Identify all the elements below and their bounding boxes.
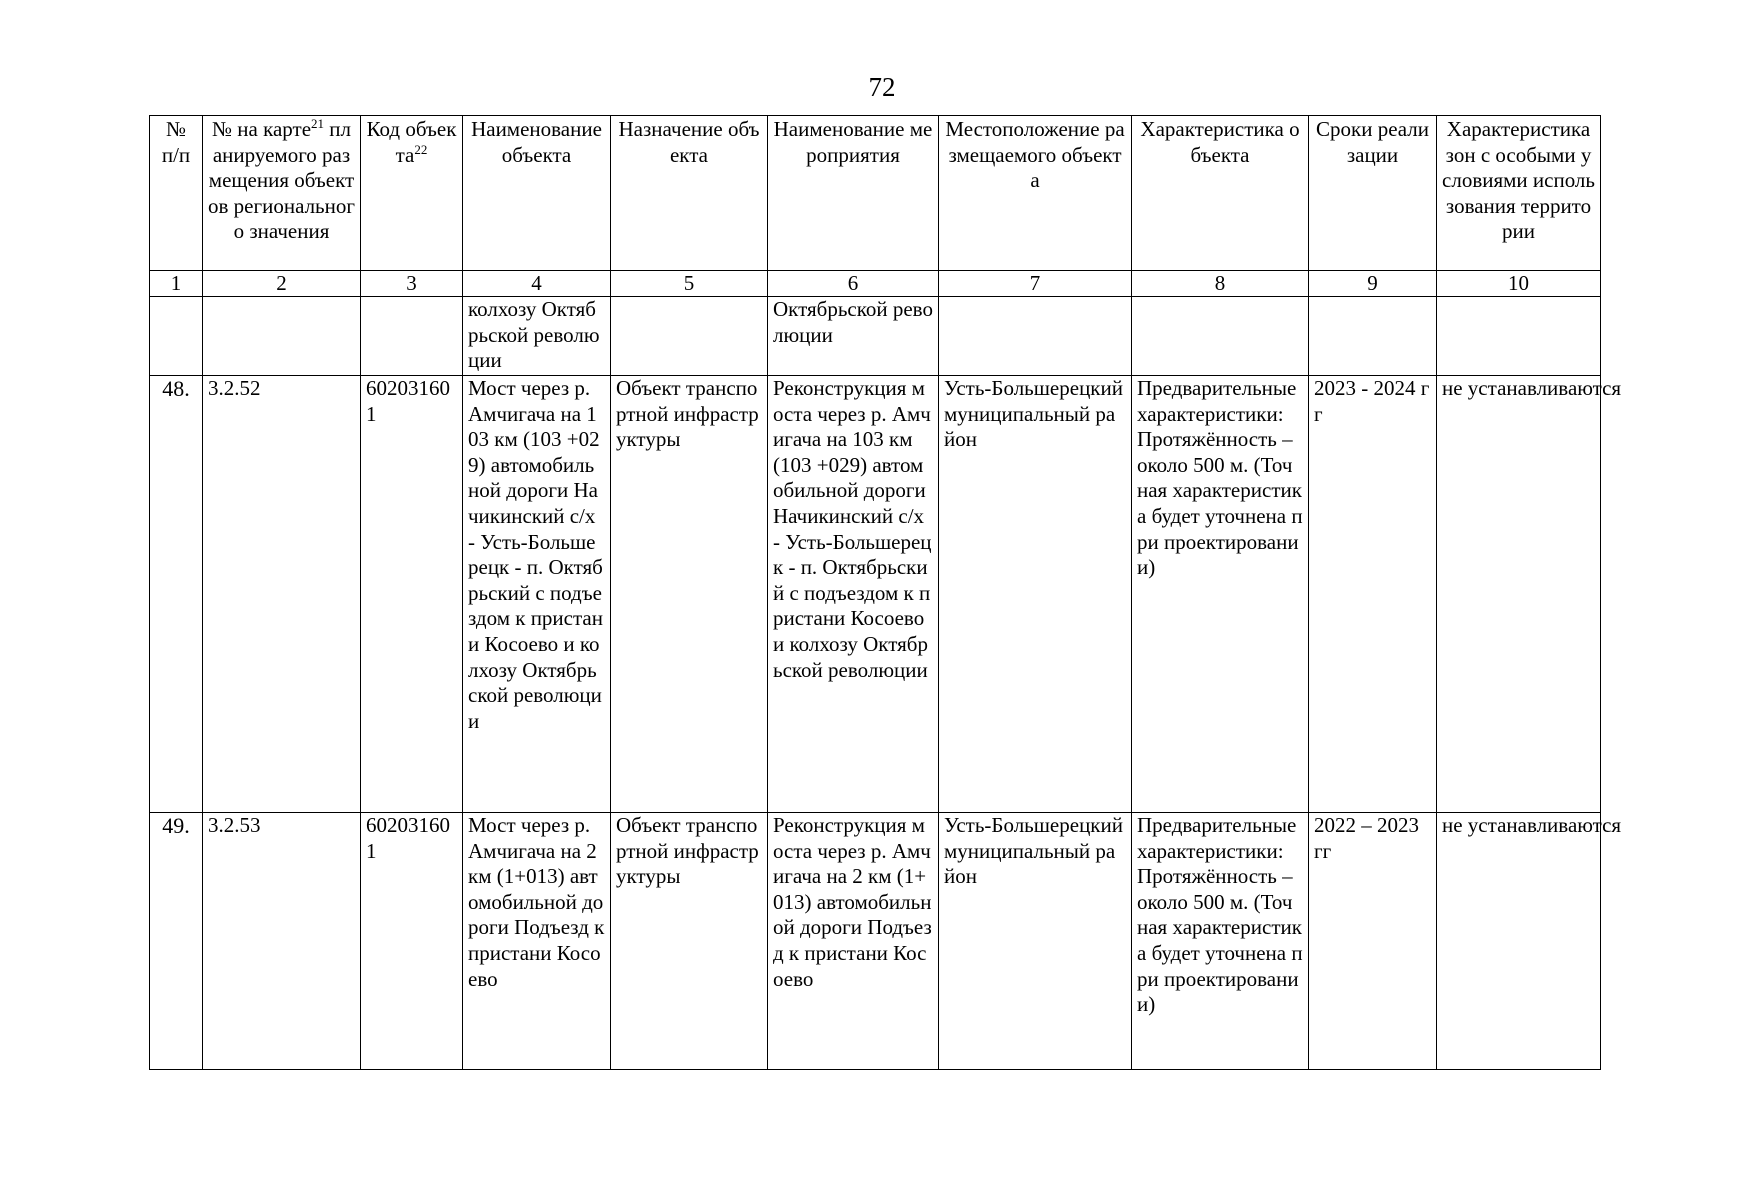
- column-number: 9: [1309, 271, 1437, 297]
- object-purpose: Объект транспортной инфраструктуры: [611, 376, 768, 813]
- object-purpose: Объект транспортной инфраструктуры: [611, 813, 768, 1070]
- header-map-no-label: № на карте: [212, 117, 312, 141]
- header-code-label: Код объекта: [366, 117, 457, 167]
- object-characteristic: Предварительные характеристики: Протяжённость – около 500 м. (Точная характеристика будет уточнена при проектировании): [1132, 813, 1309, 1070]
- row-number: 49.: [150, 813, 203, 1070]
- implementation-period: 2023 - 2024 гг: [1309, 376, 1437, 813]
- object-characteristic: Предварительные характеристики: Протяжённость – около 500 м. (Точная характеристика будет уточнена при проектировании): [1132, 376, 1309, 813]
- object-code: 602031601: [361, 376, 463, 813]
- table-cell: [150, 297, 203, 376]
- header-cell-characteristic: Характеристика объекта: [1132, 116, 1309, 271]
- map-number: 3.2.52: [203, 376, 361, 813]
- footnote-ref: 22: [414, 141, 428, 157]
- object-location: Усть-Большерецкий муниципальный район: [939, 376, 1132, 813]
- implementation-period: 2022 – 2023 гг: [1309, 813, 1437, 1070]
- header-cell-location: Местоположение размещаемого объекта: [939, 116, 1132, 271]
- column-number: 3: [361, 271, 463, 297]
- header-row: [150, 116, 1601, 271]
- header-map-no-rest: планируемого размещения объектов регионального значения: [208, 117, 355, 244]
- header-cell-code: [361, 116, 463, 271]
- table-row: [150, 813, 1601, 1070]
- table-cell: колхозу Октябрьской революции: [463, 297, 611, 376]
- table-cell: [1309, 297, 1437, 376]
- continuation-row: [150, 297, 1601, 376]
- column-number: 4: [463, 271, 611, 297]
- table-cell: [1437, 297, 1601, 376]
- object-location: Усть-Большерецкий муниципальный район: [939, 813, 1132, 1070]
- measure-name: Реконструкция моста через р. Амчигача на 2 км (1+013) автомобильной дороги Подъезд к пристани Косоево: [768, 813, 939, 1070]
- table-cell: [1132, 297, 1309, 376]
- table-cell: Октябрьской революции: [768, 297, 939, 376]
- special-zones: не устанавливаются: [1437, 376, 1601, 813]
- map-number: 3.2.53: [203, 813, 361, 1070]
- column-number: 2: [203, 271, 361, 297]
- footnote-ref: 21: [311, 116, 325, 131]
- table-cell: [203, 297, 361, 376]
- column-number-row: [150, 271, 1601, 297]
- row-number: 48.: [150, 376, 203, 813]
- page-number: 72: [868, 72, 896, 102]
- objects-table: [149, 115, 1622, 1070]
- table-row: [150, 376, 1601, 813]
- column-number: 8: [1132, 271, 1309, 297]
- object-code: 602031601: [361, 813, 463, 1070]
- header-cell-measure: Наименование мероприятия: [768, 116, 939, 271]
- object-name: Мост через р. Амчигача на 2 км (1+013) автомобильной дороги Подъезд к пристани Косоево: [463, 813, 611, 1070]
- table-cell: [939, 297, 1132, 376]
- table-cell: [611, 297, 768, 376]
- column-number: 5: [611, 271, 768, 297]
- column-number: 1: [150, 271, 203, 297]
- special-zones: не устанавливаются: [1437, 813, 1601, 1070]
- column-number: 6: [768, 271, 939, 297]
- object-name: Мост через р. Амчигача на 103 км (103 +029) автомобильной дороги Начикинский с/х - Усть-Большерецк - п. Октябрьский с подъездом к пристани Косоево и колхозу Октябрьской революции: [463, 376, 611, 813]
- table-cell: [361, 297, 463, 376]
- header-cell-name: Наименование объекта: [463, 116, 611, 271]
- header-cell-num: № п/п: [150, 116, 203, 271]
- header-cell-purpose: Назначение объекта: [611, 116, 768, 271]
- column-number: 7: [939, 271, 1132, 297]
- header-cell-map-no: [203, 116, 361, 271]
- header-cell-period: Сроки реализации: [1309, 116, 1437, 271]
- header-cell-zones: Характеристика зон с особыми условиями использования территории: [1437, 116, 1601, 271]
- measure-name: Реконструкция моста через р. Амчигача на 103 км (103 +029) автомобильной дороги Начикинский с/х - Усть-Большерецк - п. Октябрьский с подъездом к пристани Косоево и колхозу Октябрьской революции: [768, 376, 939, 813]
- column-number: 10: [1437, 271, 1601, 297]
